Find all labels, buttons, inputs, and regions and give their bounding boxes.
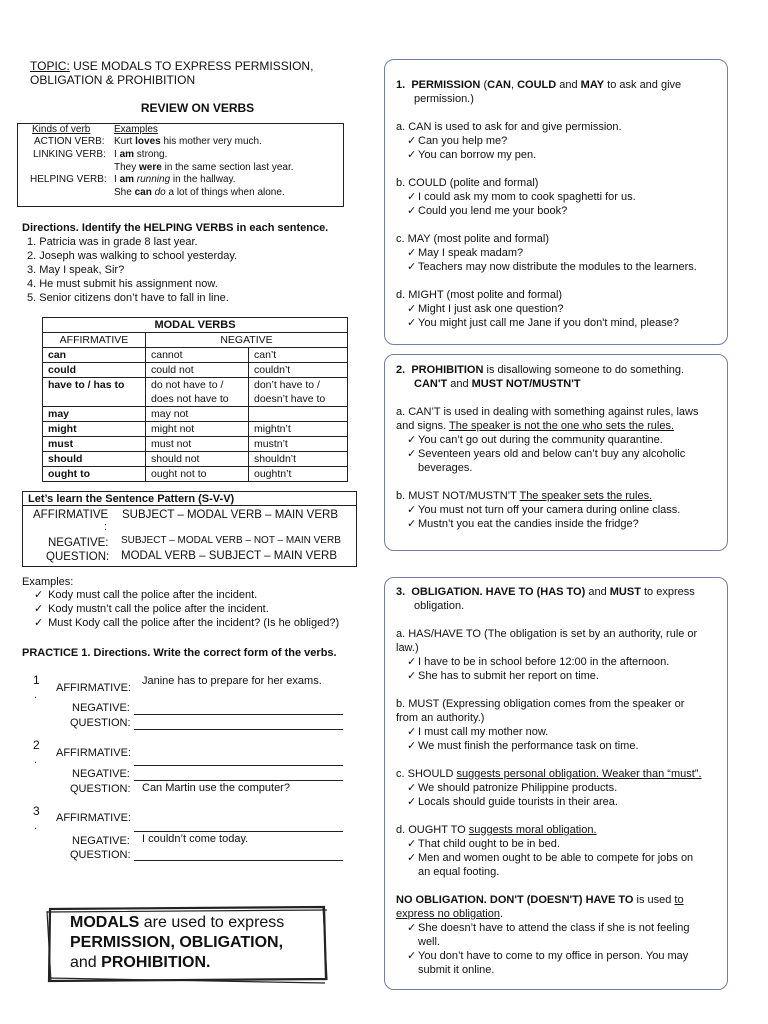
practice-1-question-blank[interactable]: [134, 729, 343, 730]
table-row: must must not mustn’t: [43, 437, 348, 452]
check-icon: ✓: [407, 149, 417, 161]
callout-text: MODALS are used to express PERMISSION, OBLIGATION, and PROHIBITION.: [70, 914, 285, 971]
practice-2-affirmative-blank[interactable]: [134, 765, 343, 766]
examples-label: Examples:: [22, 576, 74, 588]
table-row: may may not: [43, 407, 348, 422]
practice-2-question: Can Martin use the computer?: [142, 782, 290, 794]
practice-3-question-blank[interactable]: [134, 860, 343, 861]
list-item: ✓ I could ask my mom to cook spaghetti for us.: [407, 191, 636, 203]
review-title: REVIEW ON VERBS: [140, 101, 255, 115]
check-icon: ✓: [407, 782, 417, 794]
permission-heading: 1. PERMISSION (CAN, COULD and MAY to ask and give: [396, 79, 682, 91]
check-icon: ✓: [407, 726, 417, 738]
check-icon: ✓: [407, 135, 417, 147]
list-item: ✓ Must Kody call the police after the incident? (Is he obliged?): [34, 617, 340, 629]
table-row: should should not shouldn’t: [43, 452, 348, 467]
list-item: ✓ You don’t have to come to my office in person. You may: [407, 950, 689, 962]
check-icon: ✓: [407, 656, 417, 668]
check-icon: ✓: [407, 670, 417, 682]
list-item: ✓ Mustn’t you eat the candies inside the fridge?: [407, 518, 639, 530]
modal-verbs-table: [42, 317, 348, 482]
check-icon: ✓: [407, 317, 417, 329]
table-row: can cannot can’t: [43, 348, 348, 363]
check-icon: ✓: [407, 504, 417, 516]
topic-label: TOPIC:: [30, 59, 70, 73]
check-icon: ✓: [407, 950, 417, 962]
list-item: ✓ Could you lend me your book?: [407, 205, 568, 217]
check-icon: ✓: [407, 303, 417, 315]
list-item: 3. May I speak, Sir?: [27, 264, 125, 276]
list-item: ✓ Kody mustn’t call the police after the incident.: [34, 603, 269, 615]
check-icon: ✓: [407, 838, 417, 850]
list-item: ✓ She doesn’t have to attend the class if she is not feeling: [407, 922, 690, 934]
practice-3-negative: I couldn’t come today.: [142, 833, 249, 845]
prohibition-heading: 2. PROHIBITION is disallowing someone to do something.: [396, 364, 684, 376]
check-icon: ✓: [407, 448, 417, 460]
list-item: ✓ Locals should guide tourists in their area.: [407, 796, 618, 808]
list-item: ✓ May I speak madam?: [407, 247, 524, 259]
table-row: ought to ought not to oughtn’t: [43, 467, 348, 482]
practice-1-affirmative: Janine has to prepare for her exams.: [142, 675, 322, 687]
practice-title: PRACTICE 1. Directions. Write the correct form of the verbs.: [22, 647, 337, 659]
list-item: ✓ You must not turn off your camera during online class.: [407, 504, 681, 516]
practice-1-negative-blank[interactable]: [134, 714, 343, 715]
topic: TOPIC: USE MODALS TO EXPRESS PERMISSION, OBLIGATION & PROHIBITION: [30, 59, 314, 87]
check-icon: ✓: [407, 247, 417, 259]
check-icon: ✓: [407, 740, 417, 752]
list-item: ✓ She has to submit her report on time.: [407, 670, 599, 682]
sentence-list: [27, 235, 237, 305]
list-item: 5. Senior citizens don’t have to fall in line.: [27, 292, 229, 304]
table-row: have to / has to do not have to / does not have to don’t have to / doesn’t have to: [43, 378, 348, 407]
list-item: ✓ I have to be in school before 12:00 in the afternoon.: [407, 656, 670, 668]
check-icon: ✓: [407, 434, 417, 446]
list-item: ✓ You can’t go out during the community quarantine.: [407, 434, 663, 446]
directions-helping-verbs: Directions. Identify the HELPING VERBS in each sentence.: [22, 222, 329, 234]
list-item: ✓ You can borrow my pen.: [407, 149, 537, 161]
check-icon: ✓: [407, 922, 417, 934]
check-icon: ✓: [407, 852, 417, 864]
modal-table-neg-header: NEGATIVE: [146, 333, 348, 348]
list-item: ✓ Can you help me?: [407, 135, 508, 147]
list-item: ✓ That child ought to be in bed.: [407, 838, 560, 850]
obligation-heading: 3. OBLIGATION. HAVE TO (HAS TO) and MUST to express: [396, 586, 695, 598]
check-icon: ✓: [407, 261, 417, 273]
check-icon: ✓: [407, 205, 417, 217]
list-item: ✓ Seventeen years old and below can’t buy any alcoholic: [407, 448, 686, 460]
list-item: 1. Patricia was in grade 8 last year.: [27, 236, 198, 248]
check-icon: ✓: [34, 617, 44, 629]
modal-table-aff-header: AFFIRMATIVE: [43, 333, 146, 348]
list-item: ✓ I must call my mother now.: [407, 726, 549, 738]
check-icon: ✓: [34, 603, 44, 615]
list-item: ✓ We must finish the performance task on time.: [407, 740, 639, 752]
list-item: 2. Joseph was walking to school yesterday.: [27, 250, 238, 262]
list-item: ✓ Kody must call the police after the incident.: [34, 589, 258, 601]
prohibition-content: 2. PROHIBITION is disallowing someone to do something. CAN'T and MUST NOT/MUSTN'T a. CAN’T is used in dealing with something against rules, laws and signs. The speaker is not the one who sets the rules. ✓ You can’t go out during the community quarantine. ✓ Seventeen years old and below can’t buy any alcoholic beverages. b. MUST NOT/MUSTN’T The speaker sets the rules. ✓ You must not turn off your camera during online class. ✓ Mustn’t you eat the candies inside the fridge?: [396, 363, 722, 531]
check-icon: ✓: [407, 191, 417, 203]
examples-list: [34, 588, 339, 630]
obligation-content: 3. OBLIGATION. HAVE TO (HAS TO) and MUST to express obligation. a. HAS/HAVE TO (The obligation is set by an authority, rule or law.) ✓ I have to be in school before 12:00 in the afternoon. ✓ She has to submit her report on time. b. MUST (Expressing obligation comes from the speaker or from an authority.) ✓ I must call my mother now. ✓ We must finish the performance task on time. c. SHOULD suggests personal obligation. Weaker than “must”. ✓ We should patronize Philippine products. ✓ Locals should guide tourists in their area. d. OUGHT TO suggests moral obligation. ✓ That child ought to be in bed. ✓ Men and women ought to be able to compete for jobs on an equal footing. NO OBLIGATION. DON'T (DOESN'T) HAVE TO is used to express no obligation. ✓ She doesn’t have to attend the class if she is not feeling well. ✓ You don’t have to come to my office in person. You may submit it online.: [396, 585, 722, 977]
table-row: could could not couldn’t: [43, 363, 348, 378]
check-icon: ✓: [407, 518, 417, 530]
list-item: ✓ Men and women ought to be able to compete for jobs on: [407, 852, 694, 864]
list-item: 4. He must submit his assignment now.: [27, 278, 218, 290]
list-item: ✓ Teachers may now distribute the modules to the learners.: [407, 261, 697, 273]
list-item: ✓ You might just call me Jane if you don't mind, please?: [407, 317, 679, 329]
check-icon: ✓: [407, 796, 417, 808]
list-item: ✓ Might I just ask one question?: [407, 303, 564, 315]
permission-content: 1. PERMISSION (CAN, COULD and MAY to ask and give permission.) a. CAN is used to ask for and give permission. ✓ Can you help me? ✓ You can borrow my pen. b. COULD (polite and formal) ✓ I could ask my mom to cook spaghetti for us. ✓ Could you lend me your book? c. MAY (most polite and formal) ✓ May I speak madam? ✓ Teachers may now distribute the modules to the learners. d. MIGHT (most polite and formal) ✓ Might I just ask one question? ✓ You might just call me Jane if you don't mind, please?: [396, 78, 722, 330]
sentence-pattern-title: Let’s learn the Sentence Pattern (S-V-V): [28, 493, 235, 505]
check-icon: ✓: [34, 589, 44, 601]
modal-table-title: MODAL VERBS: [43, 318, 348, 333]
list-item: ✓ We should patronize Philippine products.: [407, 782, 618, 794]
table-row: might might not mightn’t: [43, 422, 348, 437]
